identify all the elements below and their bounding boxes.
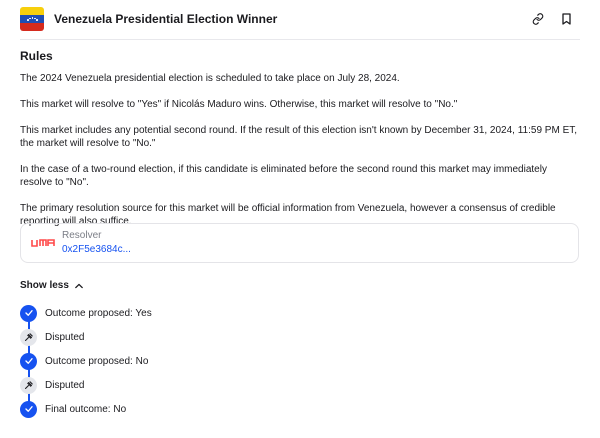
resolver-card [20, 223, 579, 263]
timeline-check-dot [20, 353, 37, 370]
timeline-dispute-dot [20, 377, 37, 394]
show-less-toggle[interactable] [20, 280, 83, 291]
check-icon [25, 406, 33, 412]
market-title: Venezuela Presidential Election Winner [54, 12, 278, 26]
timeline-item [20, 376, 84, 394]
rules-paragraph: The 2024 Venezuela presidential election is scheduled to take place on July 28, 2024. [20, 73, 400, 84]
rules-text [20, 72, 580, 241]
check-icon [25, 358, 33, 364]
timeline-check-dot [20, 305, 37, 322]
bookmark-icon [561, 13, 572, 25]
market-header [20, 6, 580, 32]
dispute-icon [24, 381, 33, 390]
venezuela-flag-icon [20, 7, 44, 31]
timeline-check-dot [20, 401, 37, 418]
uma-logo [31, 238, 55, 248]
timeline-item [20, 328, 84, 346]
rules-heading: Rules [20, 49, 53, 63]
check-icon [25, 310, 33, 316]
timeline-item [20, 400, 126, 418]
rules-paragraph: In the case of a two-round election, if this candidate is eliminated before the second round this market may immediately resolve to "No". [20, 164, 547, 188]
copy-link-button[interactable] [530, 11, 546, 27]
rules-paragraph: The primary resolution source for this market will be official information from Venezuela, however a consensus of credible reporting will also suffice. [20, 203, 556, 227]
timeline-label: Outcome proposed: Yes [45, 307, 152, 319]
link-icon [532, 13, 544, 25]
dispute-icon [24, 333, 33, 342]
rules-paragraph: This market will resolve to "Yes" if Nicolás Maduro wins. Otherwise, this market will resolve to "No." [20, 99, 458, 110]
timeline-item [20, 352, 148, 370]
timeline-label: Disputed [45, 379, 85, 391]
timeline-label: Outcome proposed: No [45, 355, 149, 367]
show-less-label: Show less [20, 280, 69, 291]
timeline-item [20, 304, 152, 322]
bookmark-button[interactable] [558, 11, 574, 27]
chevron-up-icon [75, 283, 83, 289]
rules-paragraph: This market includes any potential second round. If the result of this election isn't known by December 31, 2024, 11:59 PM ET, the market will resolve to "No." [20, 125, 578, 149]
timeline-label: Disputed [45, 331, 85, 343]
timeline-dispute-dot [20, 329, 37, 346]
header-divider [20, 39, 580, 40]
timeline-label: Final outcome: No [45, 403, 127, 415]
resolver-address-link[interactable]: 0x2F5e3684c... [62, 244, 131, 255]
resolver-label: Resolver [62, 230, 102, 241]
